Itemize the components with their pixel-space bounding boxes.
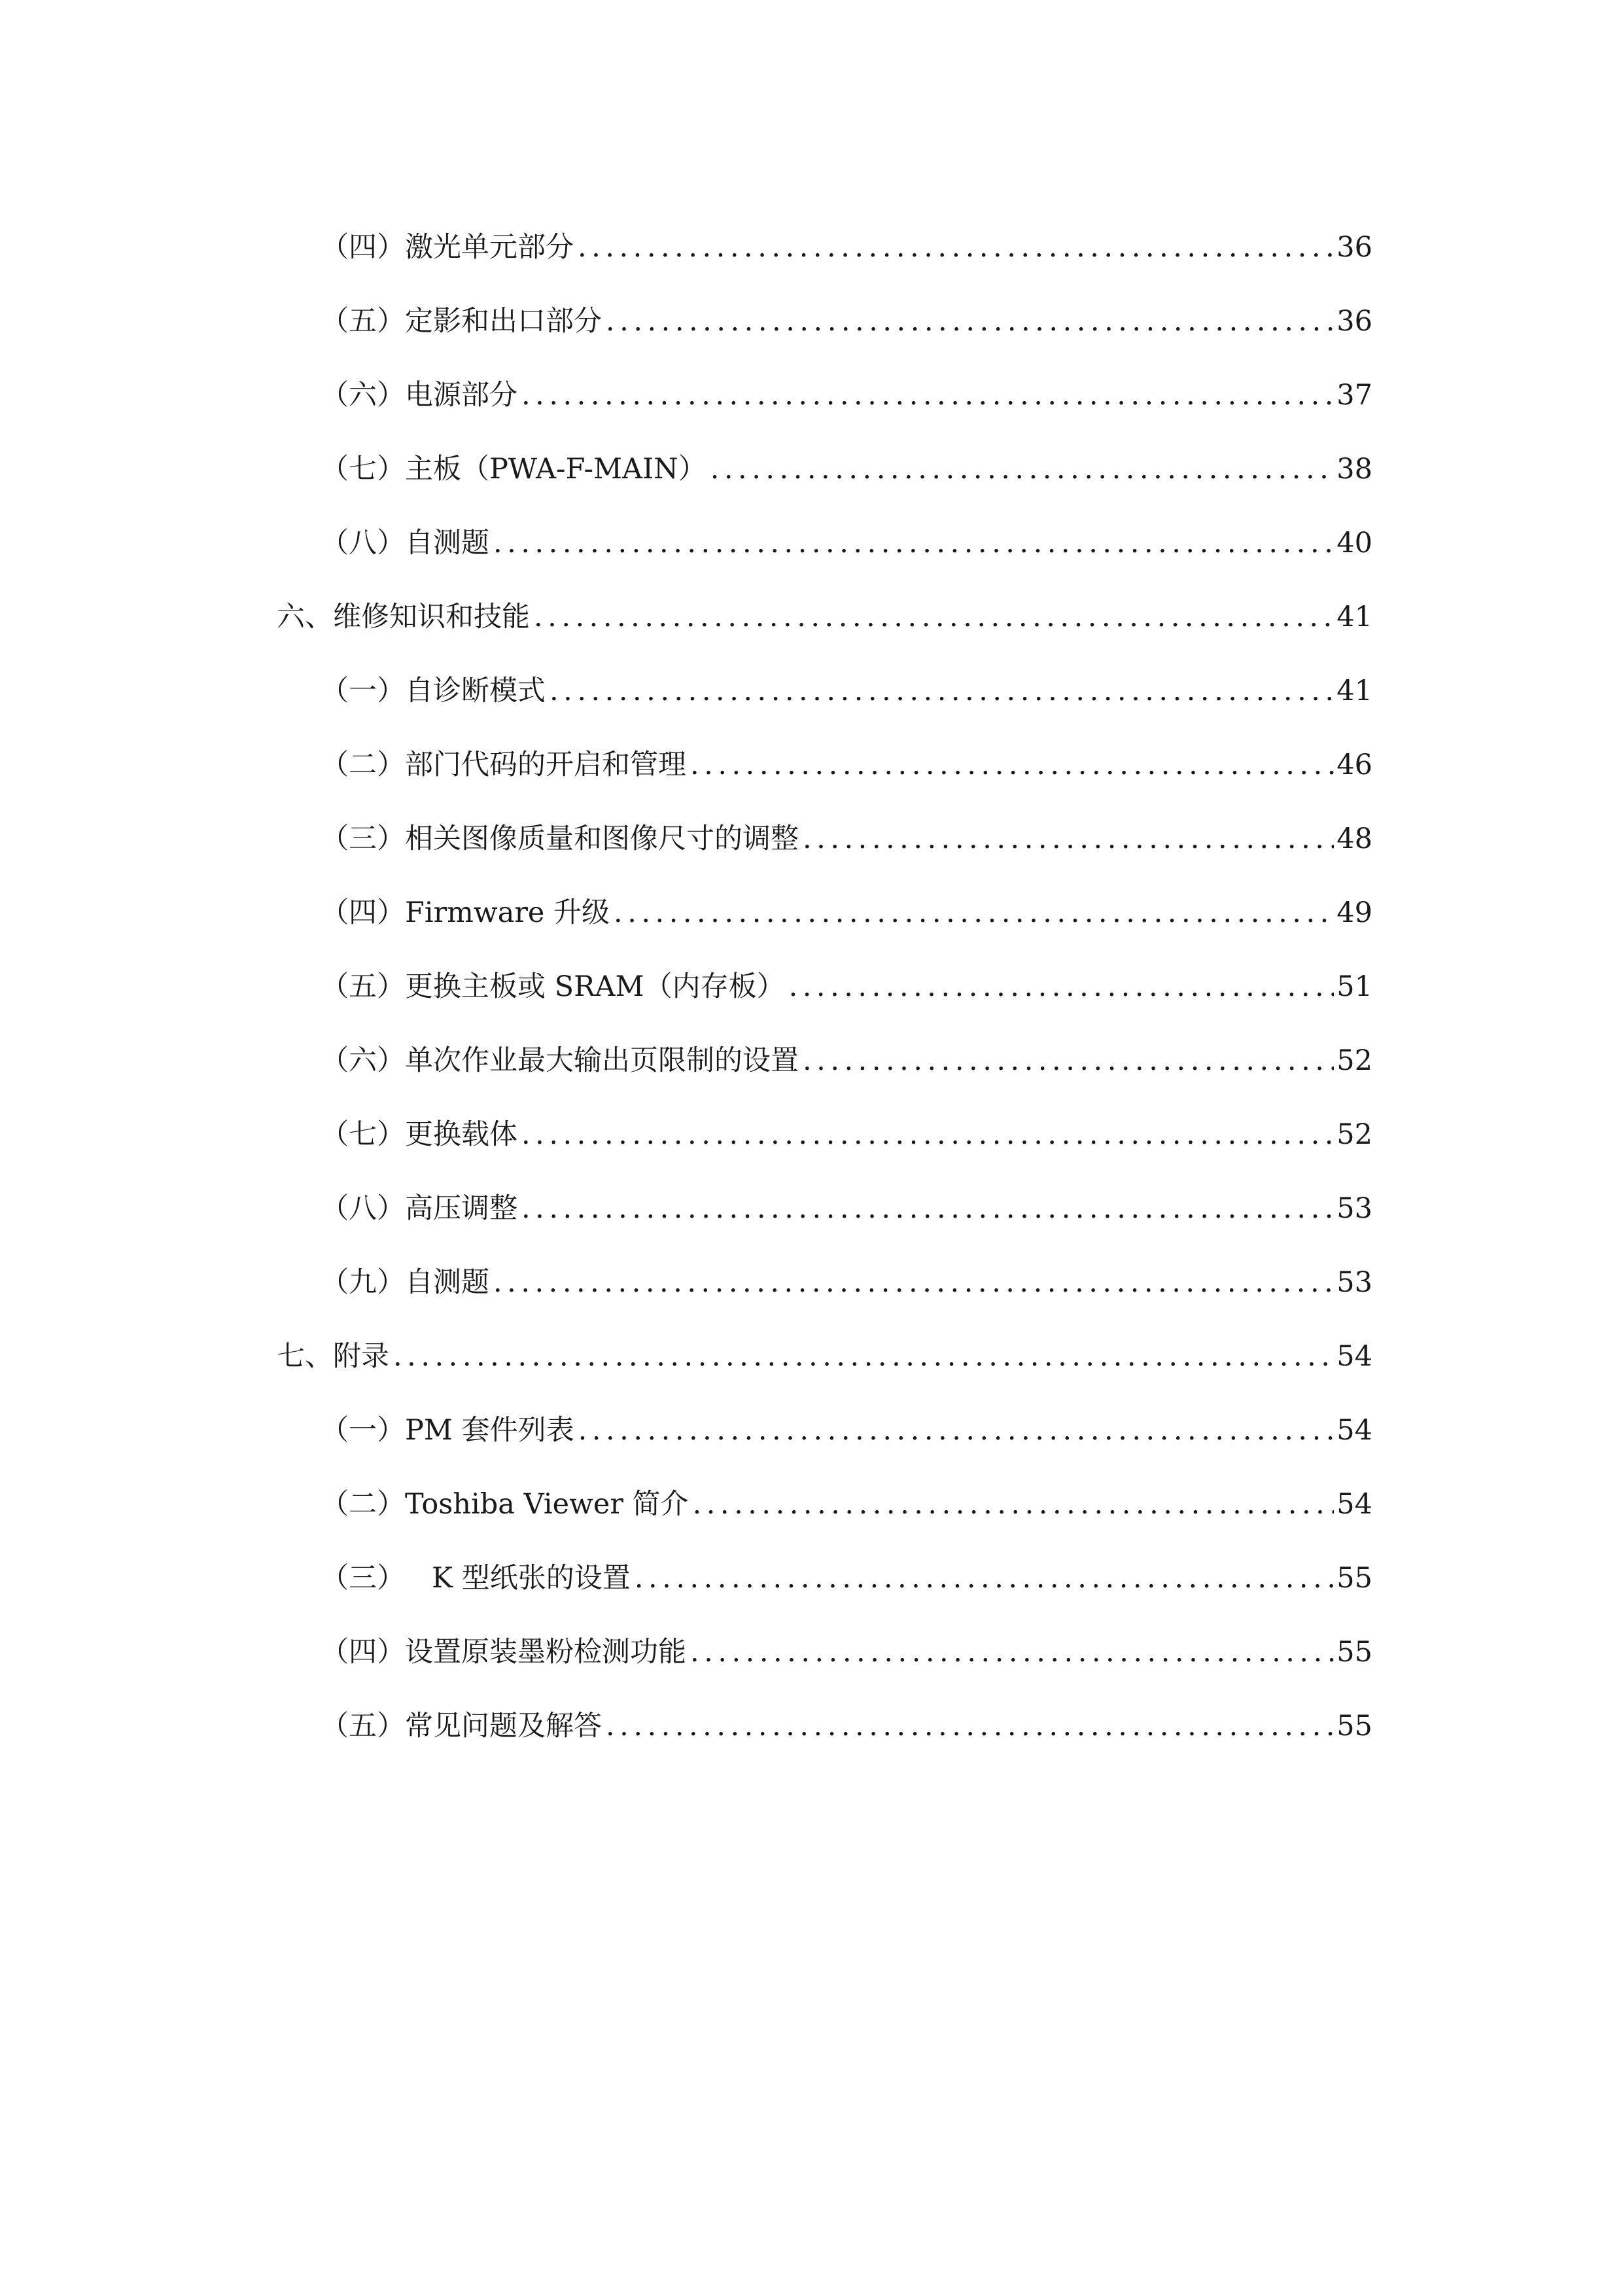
toc-page-number: 51 [1336, 970, 1372, 1003]
toc-entry[interactable] [321, 1534, 1372, 1593]
toc-entry-title: 六、维修知识和技能 [277, 601, 530, 633]
toc-page-number: 55 [1336, 1710, 1372, 1742]
toc-entry[interactable] [277, 573, 1372, 631]
toc-dot-leader [710, 455, 1335, 484]
toc-dot-leader [690, 1638, 1334, 1667]
toc-dot-leader [690, 751, 1334, 779]
toc-entry[interactable] [321, 720, 1372, 779]
toc-entry[interactable] [321, 794, 1372, 853]
toc-entry-title: （四）Firmware 升级 [321, 896, 610, 929]
toc-page-number: 40 [1336, 527, 1372, 559]
toc-dot-leader [534, 603, 1334, 631]
toc-dot-leader [521, 1121, 1334, 1149]
toc-entry-title: （二）Toshiba Viewer 简介 [321, 1488, 689, 1521]
toc-page-number: 37 [1336, 379, 1372, 412]
toc-dot-leader [493, 529, 1334, 557]
toc-entry-title: （五）定影和出口部分 [321, 305, 602, 338]
toc-entry-title: （九）自测题 [321, 1266, 489, 1299]
toc-dot-leader [578, 234, 1334, 262]
toc-page-number: 41 [1336, 675, 1372, 707]
toc-entry[interactable] [321, 1682, 1372, 1740]
toc-page-number: 38 [1336, 453, 1372, 486]
toc-entry[interactable] [277, 1312, 1372, 1371]
toc-entry[interactable] [321, 1238, 1372, 1297]
toc-page-number: 52 [1336, 1118, 1372, 1151]
toc-entry-title: （五）常见问题及解答 [321, 1710, 602, 1742]
toc-dot-leader [550, 677, 1334, 705]
toc-entry[interactable] [321, 1460, 1372, 1519]
toc-entry[interactable] [321, 868, 1372, 927]
toc-dot-leader [693, 1491, 1335, 1519]
toc-entry-title: （一）自诊断模式 [321, 675, 546, 707]
toc-page-number: 55 [1336, 1562, 1372, 1595]
toc-entry-title: （七）主板（PWA-F-MAIN） [321, 453, 707, 486]
toc-entry[interactable] [321, 499, 1372, 557]
toc-entry-title: （七）更换载体 [321, 1118, 517, 1151]
toc-page-number: 36 [1336, 231, 1372, 264]
toc-page-number: 49 [1336, 896, 1372, 929]
toc-entry-title: （三） K 型纸张的设置 [321, 1562, 631, 1595]
toc-page-number: 55 [1336, 1636, 1372, 1669]
toc-dot-leader [789, 973, 1335, 1001]
toc-entry-title: （三）相关图像质量和图像尺寸的调整 [321, 822, 799, 855]
toc-entry-title: （四）激光单元部分 [321, 231, 574, 264]
toc-dot-leader [493, 1269, 1334, 1297]
toc-page-number: 54 [1336, 1340, 1372, 1373]
toc-entry[interactable] [321, 646, 1372, 705]
toc-entry-title: （四）设置原装墨粉检测功能 [321, 1636, 686, 1669]
toc-entry-title: （八）自测题 [321, 527, 489, 559]
toc-entry[interactable] [321, 203, 1372, 262]
toc-entry-title: （二）部门代码的开启和管理 [321, 749, 686, 781]
toc-entry-title: （六）单次作业最大输出页限制的设置 [321, 1044, 799, 1077]
toc-entry-title: （五）更换主板或 SRAM（内存板） [321, 970, 785, 1003]
toc-entry[interactable] [321, 277, 1372, 336]
toc-dot-leader [393, 1343, 1334, 1371]
toc-page-number: 52 [1336, 1044, 1372, 1077]
toc-dot-leader [521, 1195, 1334, 1223]
toc-entry-title: 七、附录 [277, 1340, 389, 1373]
toc-entry[interactable] [321, 1386, 1372, 1445]
toc-entry[interactable] [321, 425, 1372, 484]
toc-page-number: 53 [1336, 1266, 1372, 1299]
toc-entry[interactable] [321, 1090, 1372, 1149]
toc-page-number: 48 [1336, 822, 1372, 855]
toc-page-number: 36 [1336, 305, 1372, 338]
toc-dot-leader [614, 899, 1334, 927]
toc-entry[interactable] [321, 351, 1372, 410]
toc-page-number: 54 [1336, 1414, 1372, 1447]
toc-entry[interactable] [321, 1164, 1372, 1223]
toc-dot-leader [803, 825, 1334, 853]
toc-entry-title: （六）电源部分 [321, 379, 517, 412]
toc-entry-title: （八）高压调整 [321, 1192, 517, 1225]
toc-entry[interactable] [321, 1016, 1372, 1075]
toc-page-number: 41 [1336, 601, 1372, 633]
toc-page-number: 54 [1336, 1488, 1372, 1521]
toc-dot-leader [635, 1564, 1334, 1593]
toc-page-number: 46 [1336, 749, 1372, 781]
toc-dot-leader [606, 308, 1334, 336]
toc-entry[interactable] [321, 942, 1372, 1001]
toc-dot-leader [606, 1712, 1334, 1740]
toc-dot-leader [578, 1417, 1335, 1445]
toc-page-number: 53 [1336, 1192, 1372, 1225]
toc-dot-leader [521, 381, 1334, 410]
toc-entry[interactable] [321, 1608, 1372, 1667]
toc-entry-title: （一）PM 套件列表 [321, 1414, 574, 1447]
toc-dot-leader [803, 1047, 1334, 1075]
